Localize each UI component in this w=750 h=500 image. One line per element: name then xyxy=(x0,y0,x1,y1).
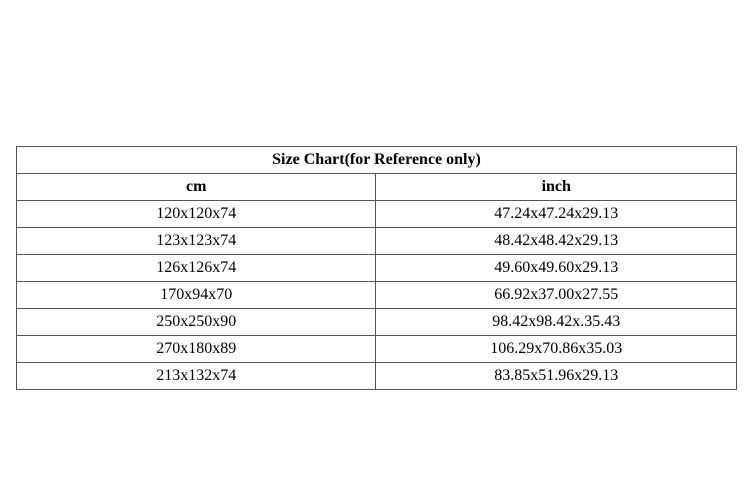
cell-cm: 126x126x74 xyxy=(17,255,376,282)
table-title: Size Chart(for Reference only) xyxy=(17,147,737,174)
table-row xyxy=(17,282,737,309)
cell-inch: 47.24x47.24x29.13 xyxy=(376,201,737,228)
size-chart-table xyxy=(16,146,737,390)
cell-inch: 106.29x70.86x35.03 xyxy=(376,336,737,363)
header-cm: cm xyxy=(17,174,376,201)
cell-cm: 270x180x89 xyxy=(17,336,376,363)
table-row xyxy=(17,363,737,390)
cell-cm: 213x132x74 xyxy=(17,363,376,390)
cell-inch: 49.60x49.60x29.13 xyxy=(376,255,737,282)
cell-cm: 123x123x74 xyxy=(17,228,376,255)
table-row xyxy=(17,255,737,282)
cell-cm: 120x120x74 xyxy=(17,201,376,228)
table-row xyxy=(17,201,737,228)
cell-cm: 250x250x90 xyxy=(17,309,376,336)
cell-inch: 48.42x48.42x29.13 xyxy=(376,228,737,255)
cell-inch: 98.42x98.42x.35.43 xyxy=(376,309,737,336)
table-row xyxy=(17,336,737,363)
table-row xyxy=(17,228,737,255)
table-row xyxy=(17,309,737,336)
cell-cm: 170x94x70 xyxy=(17,282,376,309)
header-row xyxy=(17,174,737,201)
cell-inch: 66.92x37.00x27.55 xyxy=(376,282,737,309)
title-row xyxy=(17,147,737,174)
header-inch: inch xyxy=(376,174,737,201)
cell-inch: 83.85x51.96x29.13 xyxy=(376,363,737,390)
